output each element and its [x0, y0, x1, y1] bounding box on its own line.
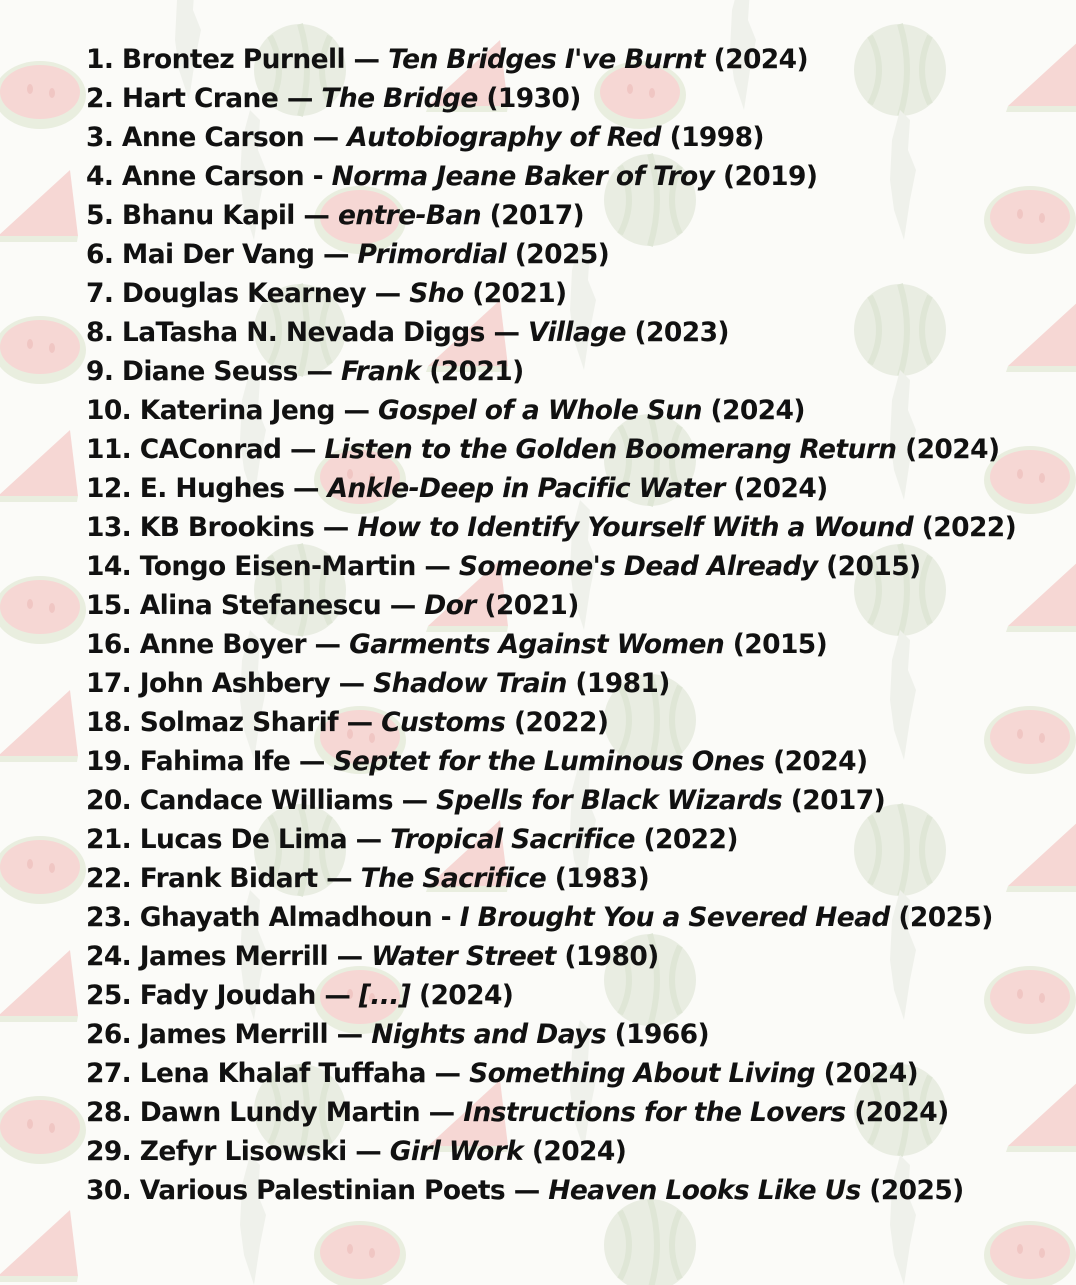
year: (2022) [913, 512, 1017, 543]
book-title: Dor [424, 590, 476, 621]
author: 20. Candace Williams — [86, 785, 437, 816]
list-item [86, 391, 1046, 430]
author: 10. Katerina Jeng — [86, 395, 378, 426]
author: 24. James Merrill — [86, 941, 372, 972]
book-title: The Bridge [321, 83, 478, 114]
book-title: Ankle-Deep in Pacific Water [327, 473, 725, 504]
year: (2015) [817, 551, 921, 582]
author: 30. Various Palestinian Poets — [86, 1175, 549, 1206]
book-title: Something About Living [469, 1058, 816, 1089]
year: (2025) [860, 1175, 964, 1206]
book-list [86, 40, 1046, 1210]
author: 3. Anne Carson — [86, 122, 348, 153]
list-item [86, 820, 1046, 859]
year: (2024) [704, 44, 808, 75]
list-item [86, 430, 1046, 469]
author: 28. Dawn Lundy Martin — [86, 1097, 464, 1128]
list-item [86, 1132, 1046, 1171]
book-title: Shadow Train [373, 668, 567, 699]
list-item [86, 547, 1046, 586]
book-title: entre-Ban [337, 200, 482, 231]
list-item [86, 157, 1046, 196]
year: (2025) [889, 902, 993, 933]
year: (2024) [845, 1097, 949, 1128]
book-title: Sho [409, 278, 464, 309]
book-title: Frank [340, 356, 421, 387]
list-item [86, 625, 1046, 664]
year: (2019) [714, 161, 818, 192]
list-item [86, 118, 1046, 157]
author: 6. Mai Der Vang — [86, 239, 358, 270]
author: 12. E. Hughes — [86, 473, 328, 504]
year: (2022) [634, 824, 738, 855]
year: (1966) [606, 1019, 710, 1050]
book-title: Nights and Days [371, 1019, 607, 1050]
year: (2021) [463, 278, 567, 309]
year: (2021) [475, 590, 579, 621]
book-title: How to Identify Yourself With a Wound [357, 512, 914, 543]
author: 22. Frank Bidart — [86, 863, 361, 894]
book-title: Ten Bridges I've Burnt [388, 44, 705, 75]
book-title: Norma Jeane Baker of Troy [331, 161, 715, 192]
list-item [86, 79, 1046, 118]
list-item [86, 508, 1046, 547]
book-title: Autobiography of Red [347, 122, 661, 153]
author: 1. Brontez Purnell — [86, 44, 389, 75]
book-title: Someone's Dead Already [458, 551, 818, 582]
book-title: Garments Against Women [349, 629, 725, 660]
author: 26. James Merrill — [86, 1019, 372, 1050]
author: 25. Fady Joudah — [86, 980, 359, 1011]
list-item [86, 976, 1046, 1015]
list-item [86, 40, 1046, 79]
author: 19. Fahima Ife — [86, 746, 334, 777]
author: 9. Diane Seuss — [86, 356, 341, 387]
book-title: Gospel of a Whole Sun [377, 395, 702, 426]
list-item [86, 1015, 1046, 1054]
book-title: Village [528, 317, 626, 348]
list-item [86, 742, 1046, 781]
list-item [86, 781, 1046, 820]
author: 4. Anne Carson - [86, 161, 332, 192]
author: 17. John Ashbery — [86, 668, 374, 699]
book-title: Instructions for the Lovers [463, 1097, 846, 1128]
author: 5. Bhanu Kapil — [86, 200, 338, 231]
list-item [86, 235, 1046, 274]
author: 16. Anne Boyer — [86, 629, 350, 660]
list-item [86, 1093, 1046, 1132]
author: 11. CAConrad — [86, 434, 325, 465]
list-item [86, 313, 1046, 352]
book-title: Girl Work [389, 1136, 524, 1167]
year: (2024) [724, 473, 828, 504]
author: 29. Zefyr Lisowski — [86, 1136, 390, 1167]
book-title: Tropical Sacrifice [390, 824, 635, 855]
year: (2024) [815, 1058, 919, 1089]
book-title: Customs [381, 707, 506, 738]
year: (2023) [625, 317, 729, 348]
book-title: Listen to the Golden Boomerang Return [324, 434, 897, 465]
author: 18. Solmaz Sharif — [86, 707, 382, 738]
year: (2024) [410, 980, 514, 1011]
year: (2021) [420, 356, 524, 387]
book-title: I Brought You a Severed Head [459, 902, 890, 933]
book-title: Primordial [357, 239, 507, 270]
year: (2024) [523, 1136, 627, 1167]
year: (1981) [566, 668, 670, 699]
list-item [86, 1054, 1046, 1093]
year: (1980) [555, 941, 659, 972]
list-item [86, 469, 1046, 508]
year: (2022) [505, 707, 609, 738]
author: 13. KB Brookins — [86, 512, 358, 543]
author: 21. Lucas De Lima — [86, 824, 391, 855]
list-item [86, 274, 1046, 313]
book-title: Septet for the Luminous Ones [333, 746, 765, 777]
author: 7. Douglas Kearney — [86, 278, 410, 309]
book-title: The Sacrifice [360, 863, 547, 894]
year: (1998) [660, 122, 764, 153]
list-item [86, 352, 1046, 391]
list-item [86, 937, 1046, 976]
book-title: [...] [358, 980, 411, 1011]
list-item [86, 898, 1046, 937]
list-item [86, 664, 1046, 703]
list-item [86, 196, 1046, 235]
author: 27. Lena Khalaf Tuffaha — [86, 1058, 470, 1089]
year: (2017) [782, 785, 886, 816]
year: (2015) [724, 629, 828, 660]
book-title: Heaven Looks Like Us [548, 1175, 861, 1206]
list-item [86, 586, 1046, 625]
list-item [86, 859, 1046, 898]
year: (2024) [701, 395, 805, 426]
author: 2. Hart Crane — [86, 83, 322, 114]
year: (1930) [477, 83, 581, 114]
year: (2025) [506, 239, 610, 270]
author: 8. LaTasha N. Nevada Diggs — [86, 317, 528, 348]
year: (2024) [764, 746, 868, 777]
year: (2017) [481, 200, 585, 231]
author: 23. Ghayath Almadhoun - [86, 902, 460, 933]
book-title: Spells for Black Wizards [436, 785, 783, 816]
book-title: Water Street [371, 941, 556, 972]
list-item [86, 1171, 1046, 1210]
author: 15. Alina Stefanescu — [86, 590, 425, 621]
author: 14. Tongo Eisen-Martin — [86, 551, 459, 582]
year: (1983) [546, 863, 650, 894]
year: (2024) [896, 434, 1000, 465]
list-item [86, 703, 1046, 742]
